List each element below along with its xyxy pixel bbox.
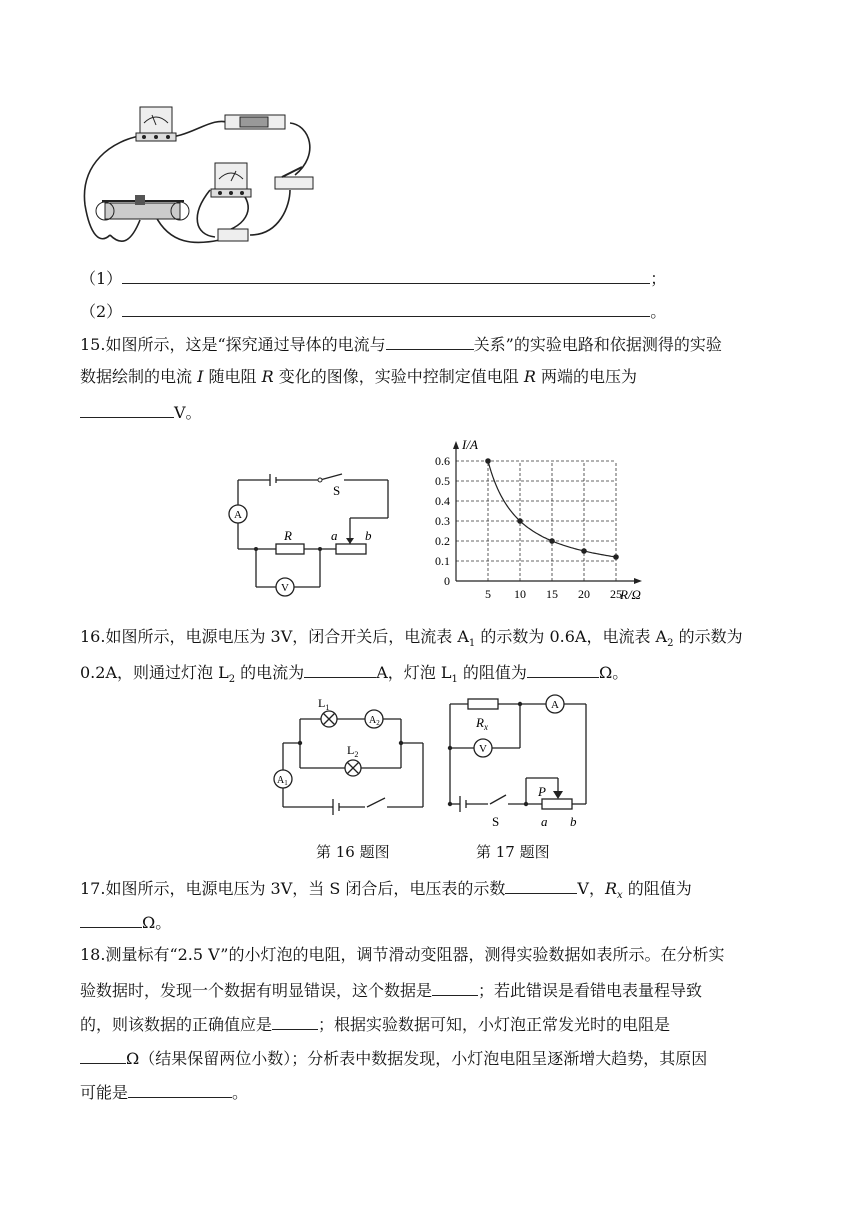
q16-text-2d: 的阻值为 bbox=[457, 663, 527, 682]
q16-text-2c: A，灯泡 L bbox=[376, 663, 452, 682]
q18-text-5a: 可能是 bbox=[80, 1083, 129, 1102]
chart-data-point bbox=[517, 518, 523, 524]
q16-l1-label: $L_1$ bbox=[318, 696, 330, 712]
q18-line-3 bbox=[80, 1013, 670, 1035]
chart-data-point bbox=[485, 458, 491, 464]
chart-data-point bbox=[581, 548, 587, 554]
chart-ytick-label: 0.6 bbox=[435, 454, 450, 468]
q16-sub-l2: 2 bbox=[228, 674, 236, 686]
chart-xtick-label: 25 bbox=[610, 587, 622, 601]
q15-line-3 bbox=[80, 401, 202, 423]
q15-var-r2: R bbox=[523, 367, 536, 386]
q15-line-2 bbox=[80, 367, 637, 387]
q16-line-2 bbox=[80, 661, 628, 690]
q18-line-4 bbox=[80, 1047, 707, 1069]
q17-text-2: Ω。 bbox=[142, 913, 172, 932]
q17-text-1a: 17.如图所示，电源电压为 3V，当 S 闭合后，电压表的示数 bbox=[80, 879, 506, 898]
q15-circuit-diagram bbox=[220, 470, 400, 605]
ammeter-device bbox=[136, 107, 176, 141]
q15-text-2c: 变化的图像，实验中控制定值电阻 bbox=[273, 367, 524, 386]
q16-caption: 第 16 题图 bbox=[316, 843, 390, 861]
q17-voltmeter-label: V bbox=[479, 743, 487, 755]
voltmeter-device bbox=[211, 163, 251, 197]
chart-xtick-label: 15 bbox=[546, 587, 558, 601]
q14-item2 bbox=[80, 300, 666, 322]
q15-blank-1[interactable] bbox=[386, 333, 474, 350]
q14-item1-label: （1） bbox=[80, 269, 123, 288]
q17-caption: 第 17 题图 bbox=[476, 843, 550, 861]
resistor-device bbox=[218, 229, 248, 241]
q16-text-1b: 的示数为 0.6A，电流表 A bbox=[475, 627, 668, 646]
q18-text-2a: 验数据时，发现一个数据有明显错误，这个数据是 bbox=[80, 981, 433, 1000]
chart-xtick-label: 5 bbox=[485, 587, 491, 601]
chart-ytick-label: 0.4 bbox=[435, 494, 450, 508]
q18-text-5b: 。 bbox=[232, 1083, 249, 1102]
q18-text-3a: 的，则该数据的正确值应是 bbox=[80, 1015, 273, 1034]
q15-text-1a: 15.如图所示，这是“探究通过导体的电流与 bbox=[80, 335, 386, 354]
q15-var-r: R bbox=[261, 367, 274, 386]
q16-sub-a2: 2 bbox=[667, 638, 674, 650]
battery-device bbox=[225, 115, 285, 129]
chart-ylabel: I/A bbox=[462, 437, 478, 452]
q17-line-1 bbox=[80, 877, 692, 906]
chart-xlabel: R/Ω bbox=[620, 587, 641, 602]
q15-i-r-chart bbox=[420, 428, 645, 606]
q16-blank-1[interactable] bbox=[304, 661, 376, 678]
q16-text-2e: Ω。 bbox=[598, 663, 629, 682]
q17-slider-p: P bbox=[538, 784, 546, 799]
q17-line-2 bbox=[80, 911, 171, 933]
q18-blank-4[interactable] bbox=[128, 1081, 232, 1098]
q15-line-1 bbox=[80, 333, 722, 355]
q15-text-3: V。 bbox=[174, 403, 202, 422]
q15-switch-label: S bbox=[333, 483, 341, 498]
q18-text-1: 18.测量标有“2.5 V”的小灯泡的电阻，调节滑动变阻器，测得实验数据如表所示。在分析实 bbox=[80, 945, 725, 964]
q18-line-5 bbox=[80, 1081, 248, 1103]
q17-rx-label: $R_x$ bbox=[476, 715, 488, 732]
q15-voltmeter-label: V bbox=[281, 582, 289, 594]
q17-circuit-diagram bbox=[440, 692, 600, 830]
q16-sub-a1: 1 bbox=[468, 638, 476, 650]
q17-ammeter-label: A bbox=[551, 699, 559, 711]
q14-item1 bbox=[80, 267, 666, 289]
q18-blank-3[interactable] bbox=[80, 1047, 126, 1064]
q16-text-1a: 16.如图所示，电源电压为 3V，闭合开关后，电流表 A bbox=[80, 627, 469, 646]
q17-blank-2[interactable] bbox=[80, 911, 142, 928]
q18-line-2 bbox=[80, 979, 702, 1001]
q15-var-i: I bbox=[197, 367, 204, 386]
rheostat-device bbox=[96, 195, 189, 220]
apparatus-illustration bbox=[80, 95, 330, 255]
q15-blank-2[interactable] bbox=[80, 401, 174, 418]
chart-ytick-label: 0.2 bbox=[435, 534, 450, 548]
q16-blank-2[interactable] bbox=[527, 661, 599, 678]
chart-ytick-label: 0.1 bbox=[435, 554, 450, 568]
chart-x-arrow bbox=[634, 578, 642, 584]
chart-ytick-label: 0.3 bbox=[435, 514, 450, 528]
q15-text-2a: 数据绘制的电流 bbox=[80, 367, 198, 386]
q14-item2-label: （2） bbox=[80, 302, 123, 321]
q15-resistor-label: R bbox=[284, 528, 292, 543]
q17-blank-1[interactable] bbox=[505, 877, 577, 894]
q17-var-r: R bbox=[604, 879, 618, 898]
q18-blank-1[interactable] bbox=[432, 979, 478, 996]
q16-a2-label: $A_2$ bbox=[369, 715, 380, 727]
q16-a1-label: $A_1$ bbox=[277, 775, 288, 787]
q18-line-1 bbox=[80, 945, 724, 965]
q16-text-2a: 0.2A，则通过灯泡 L bbox=[80, 663, 229, 682]
chart-data-point bbox=[549, 538, 555, 544]
q17-text-1b: V， bbox=[577, 879, 605, 898]
q17-switch-label: S bbox=[492, 814, 500, 829]
q16-sub-l1: 1 bbox=[451, 674, 458, 686]
q16-text-1c: 的示数为 bbox=[673, 627, 743, 646]
chart-xtick-label: 20 bbox=[578, 587, 590, 601]
q14-blank-2[interactable] bbox=[122, 300, 650, 317]
q17-text-1c: 的阻值为 bbox=[622, 879, 692, 898]
q15-point-a: a bbox=[331, 528, 338, 543]
q18-text-4: Ω（结果保留两位小数）；分析表中数据发现，小灯泡电阻呈逐渐增大趋势，其原因 bbox=[126, 1049, 708, 1068]
chart-data-point bbox=[613, 554, 619, 560]
chart-ytick-label: 0 bbox=[444, 574, 450, 588]
switch-device bbox=[275, 167, 313, 189]
q16-line-1 bbox=[80, 627, 743, 654]
chart-y-arrow bbox=[453, 441, 459, 449]
q17-point-a: a bbox=[541, 814, 548, 829]
q15-text-1b: 关系”的实验电路和依据测得的实验 bbox=[473, 335, 722, 354]
q14-item2-end: 。 bbox=[650, 302, 667, 321]
q14-item1-end: ； bbox=[650, 269, 667, 288]
q15-point-b: b bbox=[365, 528, 372, 543]
q18-blank-2[interactable] bbox=[272, 1013, 318, 1030]
q15-ammeter-label: A bbox=[234, 509, 242, 521]
chart-ytick-label: 0.5 bbox=[435, 474, 450, 488]
q18-text-3b: ；根据实验数据可知，小灯泡正常发光时的电阻是 bbox=[318, 1015, 671, 1034]
q16-circuit-diagram bbox=[265, 695, 430, 817]
q18-text-2b: ；若此错误是看错电表量程导致 bbox=[478, 981, 703, 1000]
q16-l2-label: $L_2$ bbox=[347, 743, 359, 759]
q16-text-2b: 的电流为 bbox=[235, 663, 305, 682]
q15-text-2b: 随电阻 bbox=[203, 367, 262, 386]
q17-point-b: b bbox=[570, 814, 577, 829]
q17-sub-x: x bbox=[617, 890, 623, 902]
q14-blank-1[interactable] bbox=[122, 267, 650, 284]
q15-text-2d: 两端的电压为 bbox=[535, 367, 637, 386]
chart-xtick-label: 10 bbox=[514, 587, 526, 601]
